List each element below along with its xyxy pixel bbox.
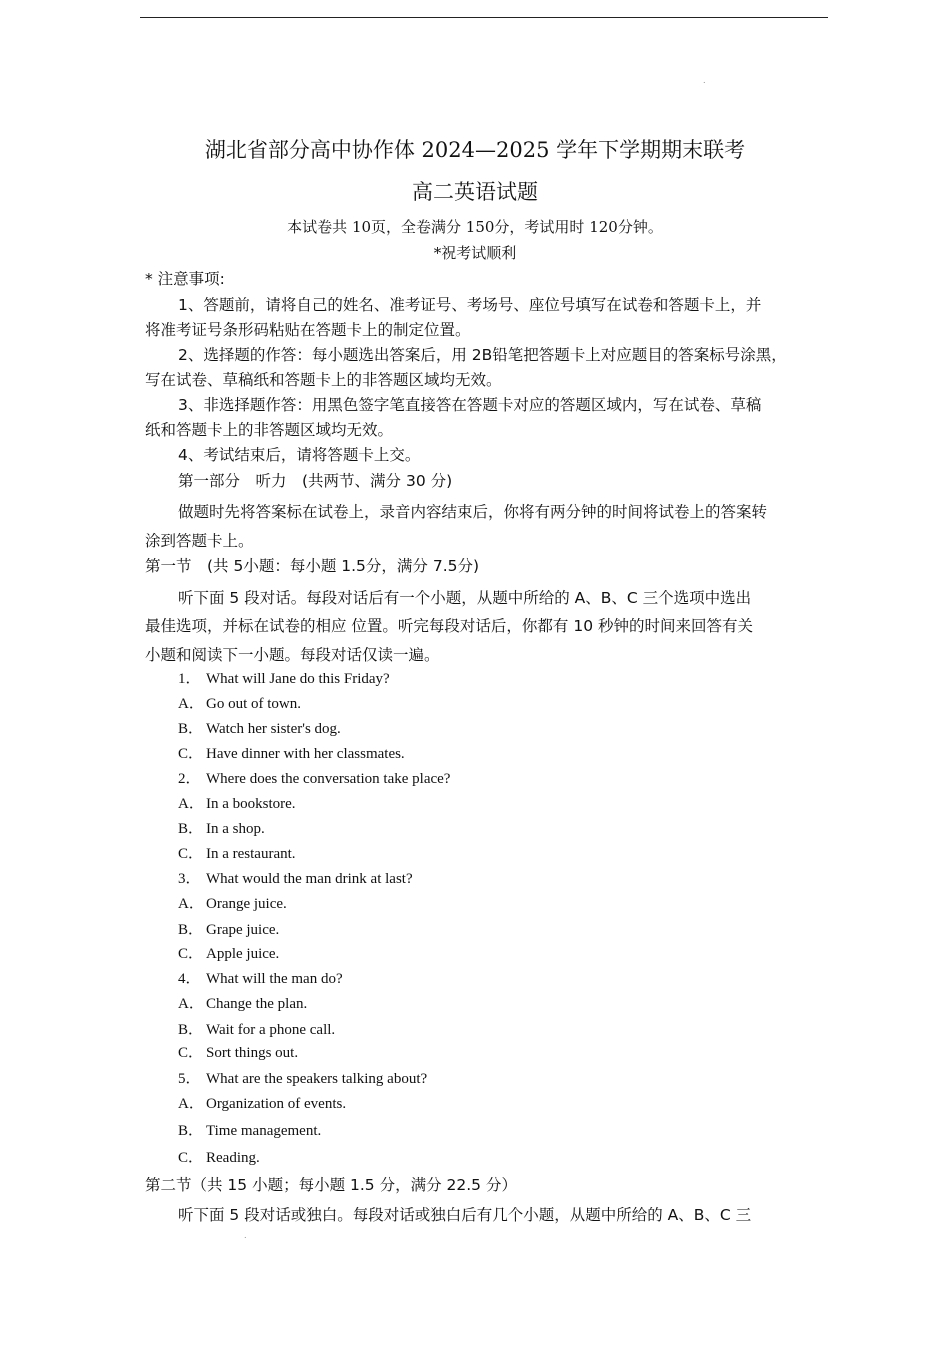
note-2-line-1: 2、选择题的作答：每小题选出答案后，用 2B铅笔把答题卡上对应题目的答案标号涂黑，: [178, 346, 787, 364]
exam-info: 本试卷共 10页，全卷满分 150分，考试用时 120分钟。: [287, 218, 663, 236]
question-3: 3． What would the man drink at last?: [178, 871, 413, 887]
option-1c: C． Have dinner with her classmates.: [178, 746, 405, 762]
option-4b: B． Wait for a phone call.: [178, 1022, 336, 1038]
option-4a: A． Change the plan.: [178, 996, 308, 1012]
note-3-line-2: 纸和答题卡上的非答题区域均无效。: [145, 421, 394, 439]
option-1b: B． Watch her sister's dog.: [178, 721, 341, 737]
exam-title: 湖北省部分高中协作体 2024—2025 学年下学期期末联考: [204, 138, 746, 162]
part1-intro-line-1: 做题时先将答案标在试卷上，录音内容结束后，你将有两分钟的时间将试卷上的答案转: [178, 503, 768, 521]
notes-heading: * 注意事项:: [145, 270, 225, 288]
section1-heading: 第一节 (共 5小题：每小题 1.5分，满分 7.5分): [145, 557, 480, 575]
section1-instructions-line-1: 听下面 5 段对话。每段对话后有一个小题，从题中所给的 A、B、C 三个选项中选出: [178, 589, 752, 607]
note-3-line-1: 3、非选择题作答：用黑色签字笔直接答在答题卡对应的答题区域内，写在试卷、草稿: [178, 396, 762, 414]
stray-dot-top: .: [703, 76, 706, 85]
note-2-line-2: 写在试卷、草稿纸和答题卡上的非答题区域均无效。: [145, 371, 502, 389]
note-1-line-2: 将准考证号条形码粘贴在答题卡上的制定位置。: [145, 321, 471, 339]
section1-instructions-line-3: 小题和阅读下一小题。每段对话仅读一遍。: [145, 646, 440, 664]
exam-wish: *祝考试顺利: [433, 244, 517, 262]
section2-heading: 第二节（共 15 小题；每小题 1.5 分，满分 22.5 分）: [145, 1176, 517, 1194]
option-5c: C． Reading.: [178, 1150, 260, 1166]
question-2: 2． Where does the conversation take place?: [178, 771, 451, 787]
part1-intro-line-2: 涂到答题卡上。: [145, 532, 254, 550]
note-1-line-1: 1、答题前，请将自己的姓名、准考证号、考场号、座位号填写在试卷和答题卡上，并: [178, 296, 762, 314]
section1-instructions-line-2: 最佳选项，并标在试卷的相应 位置。听完每段对话后，你都有 10 秒钟的时间来回答有关: [145, 617, 754, 635]
option-2a: A． In a bookstore.: [178, 796, 296, 812]
question-1: 1． What will Jane do this Friday?: [178, 671, 390, 687]
top-rule: [140, 17, 828, 18]
option-3c: C． Apple juice.: [178, 946, 280, 962]
option-5b: B． Time management.: [178, 1123, 322, 1139]
exam-subtitle: 高二英语试题: [412, 180, 538, 204]
option-2b: B． In a shop.: [178, 821, 265, 837]
question-5: 5． What are the speakers talking about?: [178, 1071, 428, 1087]
stray-dot-bottom: .: [244, 1231, 247, 1240]
part1-heading: 第一部分 听力 (共两节、满分 30 分): [178, 472, 453, 490]
option-1a: A． Go out of town.: [178, 696, 301, 712]
note-4: 4、考试结束后，请将答题卡上交。: [178, 446, 421, 464]
option-4c: C． Sort things out.: [178, 1045, 299, 1061]
question-4: 4． What will the man do?: [178, 971, 343, 987]
option-5a: A． Organization of events.: [178, 1096, 347, 1112]
section2-instructions-line-1: 听下面 5 段对话或独白。每段对话或独白后有几个小题，从题中所给的 A、B、C 三: [178, 1206, 752, 1224]
option-2c: C． In a restaurant.: [178, 846, 296, 862]
option-3b: B． Grape juice.: [178, 922, 280, 938]
option-3a: A． Orange juice.: [178, 896, 287, 912]
